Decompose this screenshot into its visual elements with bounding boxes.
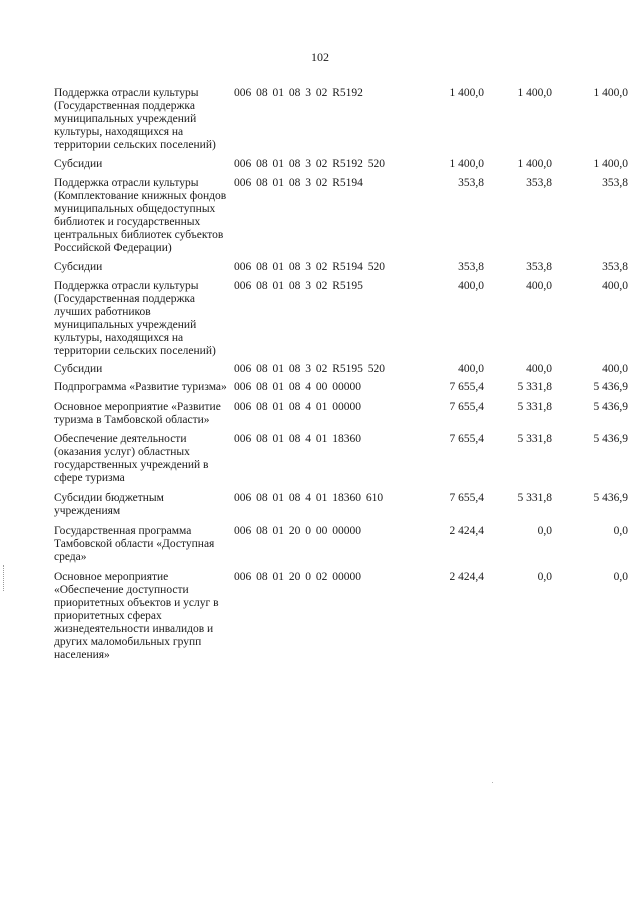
table-row <box>54 261 628 274</box>
margin-mark <box>3 565 5 591</box>
budget-table <box>54 87 628 662</box>
row-amount-year-2: 400,0 <box>526 280 552 292</box>
row-amount-year-1: 2 424,4 <box>449 571 484 583</box>
row-name: Государственная программа Тамбовской области «Доступная среда» <box>54 525 215 563</box>
row-amount-year-3: 1 400,0 <box>593 87 628 99</box>
row-name: Поддержка отрасли культуры (Государственная поддержка муниципальных учреждений культуры, находящихся на территории сельских поселений) <box>54 87 216 151</box>
row-name: Субсидии <box>54 363 103 375</box>
row-amount-year-1: 400,0 <box>458 280 484 292</box>
row-amount-year-2: 0,0 <box>537 525 552 537</box>
row-name: Поддержка отрасли культуры (Комплектование книжных фондов муниципальных общедоступных библиотек и государственных центральных библиотек субъектов Российской Федерации) <box>54 177 227 254</box>
row-amount-year-3: 5 436,9 <box>593 433 628 445</box>
row-amount-year-1: 1 400,0 <box>449 158 484 170</box>
row-name: Субсидии <box>54 158 103 170</box>
row-amount-year-2: 5 331,8 <box>517 492 552 504</box>
scan-speck <box>492 782 493 783</box>
row-name: Поддержка отрасли культуры (Государственная поддержка лучших работников муниципальных учреждений культуры, находящихся на территории сельских поселений) <box>54 280 216 357</box>
row-budget-codes: 006 08 01 08 4 00 00000 <box>234 381 361 393</box>
row-amount-year-2: 1 400,0 <box>517 87 552 99</box>
table-row <box>54 87 628 152</box>
row-amount-year-3: 5 436,9 <box>593 381 628 393</box>
row-amount-year-2: 400,0 <box>526 363 552 375</box>
table-row <box>54 433 628 485</box>
row-budget-codes: 006 08 01 08 4 01 18360 610 <box>234 492 384 504</box>
table-row <box>54 158 628 171</box>
row-amount-year-3: 1 400,0 <box>593 158 628 170</box>
table-row <box>54 363 628 376</box>
row-name: Основное мероприятие «Развитие туризма в Тамбовской области» <box>54 401 221 426</box>
row-amount-year-1: 400,0 <box>458 363 484 375</box>
row-amount-year-2: 353,8 <box>526 177 552 189</box>
table-row <box>54 492 628 518</box>
row-amount-year-1: 353,8 <box>458 261 484 273</box>
row-amount-year-2: 1 400,0 <box>517 158 552 170</box>
table-row <box>54 525 628 564</box>
row-amount-year-3: 0,0 <box>613 525 628 537</box>
row-amount-year-1: 2 424,4 <box>449 525 484 537</box>
row-amount-year-3: 353,8 <box>602 177 628 189</box>
row-budget-codes: 006 08 01 08 3 02 R5194 <box>234 177 363 189</box>
row-budget-codes: 006 08 01 08 4 01 18360 <box>234 433 361 445</box>
table-row <box>54 280 628 358</box>
table-row <box>54 401 628 427</box>
row-budget-codes: 006 08 01 08 3 02 R5192 520 <box>234 158 386 170</box>
row-amount-year-3: 353,8 <box>602 261 628 273</box>
row-name: Подпрограмма «Развитие туризма» <box>54 381 227 393</box>
row-budget-codes: 006 08 01 08 3 02 R5192 <box>234 87 363 99</box>
row-amount-year-1: 7 655,4 <box>449 401 484 413</box>
row-amount-year-1: 7 655,4 <box>449 381 484 393</box>
row-budget-codes: 006 08 01 20 0 02 00000 <box>234 571 361 583</box>
row-amount-year-3: 400,0 <box>602 280 628 292</box>
row-amount-year-3: 5 436,9 <box>593 401 628 413</box>
row-name: Субсидии бюджетным учреждениям <box>54 492 164 517</box>
row-amount-year-2: 353,8 <box>526 261 552 273</box>
row-amount-year-3: 0,0 <box>613 571 628 583</box>
row-name: Субсидии <box>54 261 103 273</box>
row-amount-year-2: 5 331,8 <box>517 433 552 445</box>
row-name: Основное мероприятие «Обеспечение доступности приоритетных объектов и услуг в приоритетных сферах жизнедеятельности инвалидов и других маломобильных групп населения» <box>54 571 219 661</box>
row-amount-year-1: 353,8 <box>458 177 484 189</box>
row-amount-year-2: 5 331,8 <box>517 401 552 413</box>
page-number: 102 <box>311 50 329 64</box>
row-amount-year-3: 400,0 <box>602 363 628 375</box>
table-row <box>54 177 628 255</box>
row-budget-codes: 006 08 01 20 0 00 00000 <box>234 525 361 537</box>
row-name: Обеспечение деятельности (оказания услуг) областных государственных учреждений в сфере туризма <box>54 433 209 484</box>
row-budget-codes: 006 08 01 08 3 02 R5194 520 <box>234 261 386 273</box>
table-row <box>54 381 628 394</box>
row-amount-year-1: 1 400,0 <box>449 87 484 99</box>
table-row <box>54 571 628 662</box>
row-budget-codes: 006 08 01 08 3 02 R5195 <box>234 280 363 292</box>
row-amount-year-2: 0,0 <box>537 571 552 583</box>
row-budget-codes: 006 08 01 08 3 02 R5195 520 <box>234 363 386 375</box>
row-budget-codes: 006 08 01 08 4 01 00000 <box>234 401 361 413</box>
row-amount-year-2: 5 331,8 <box>517 381 552 393</box>
row-amount-year-1: 7 655,4 <box>449 492 484 504</box>
row-amount-year-1: 7 655,4 <box>449 433 484 445</box>
row-amount-year-3: 5 436,9 <box>593 492 628 504</box>
